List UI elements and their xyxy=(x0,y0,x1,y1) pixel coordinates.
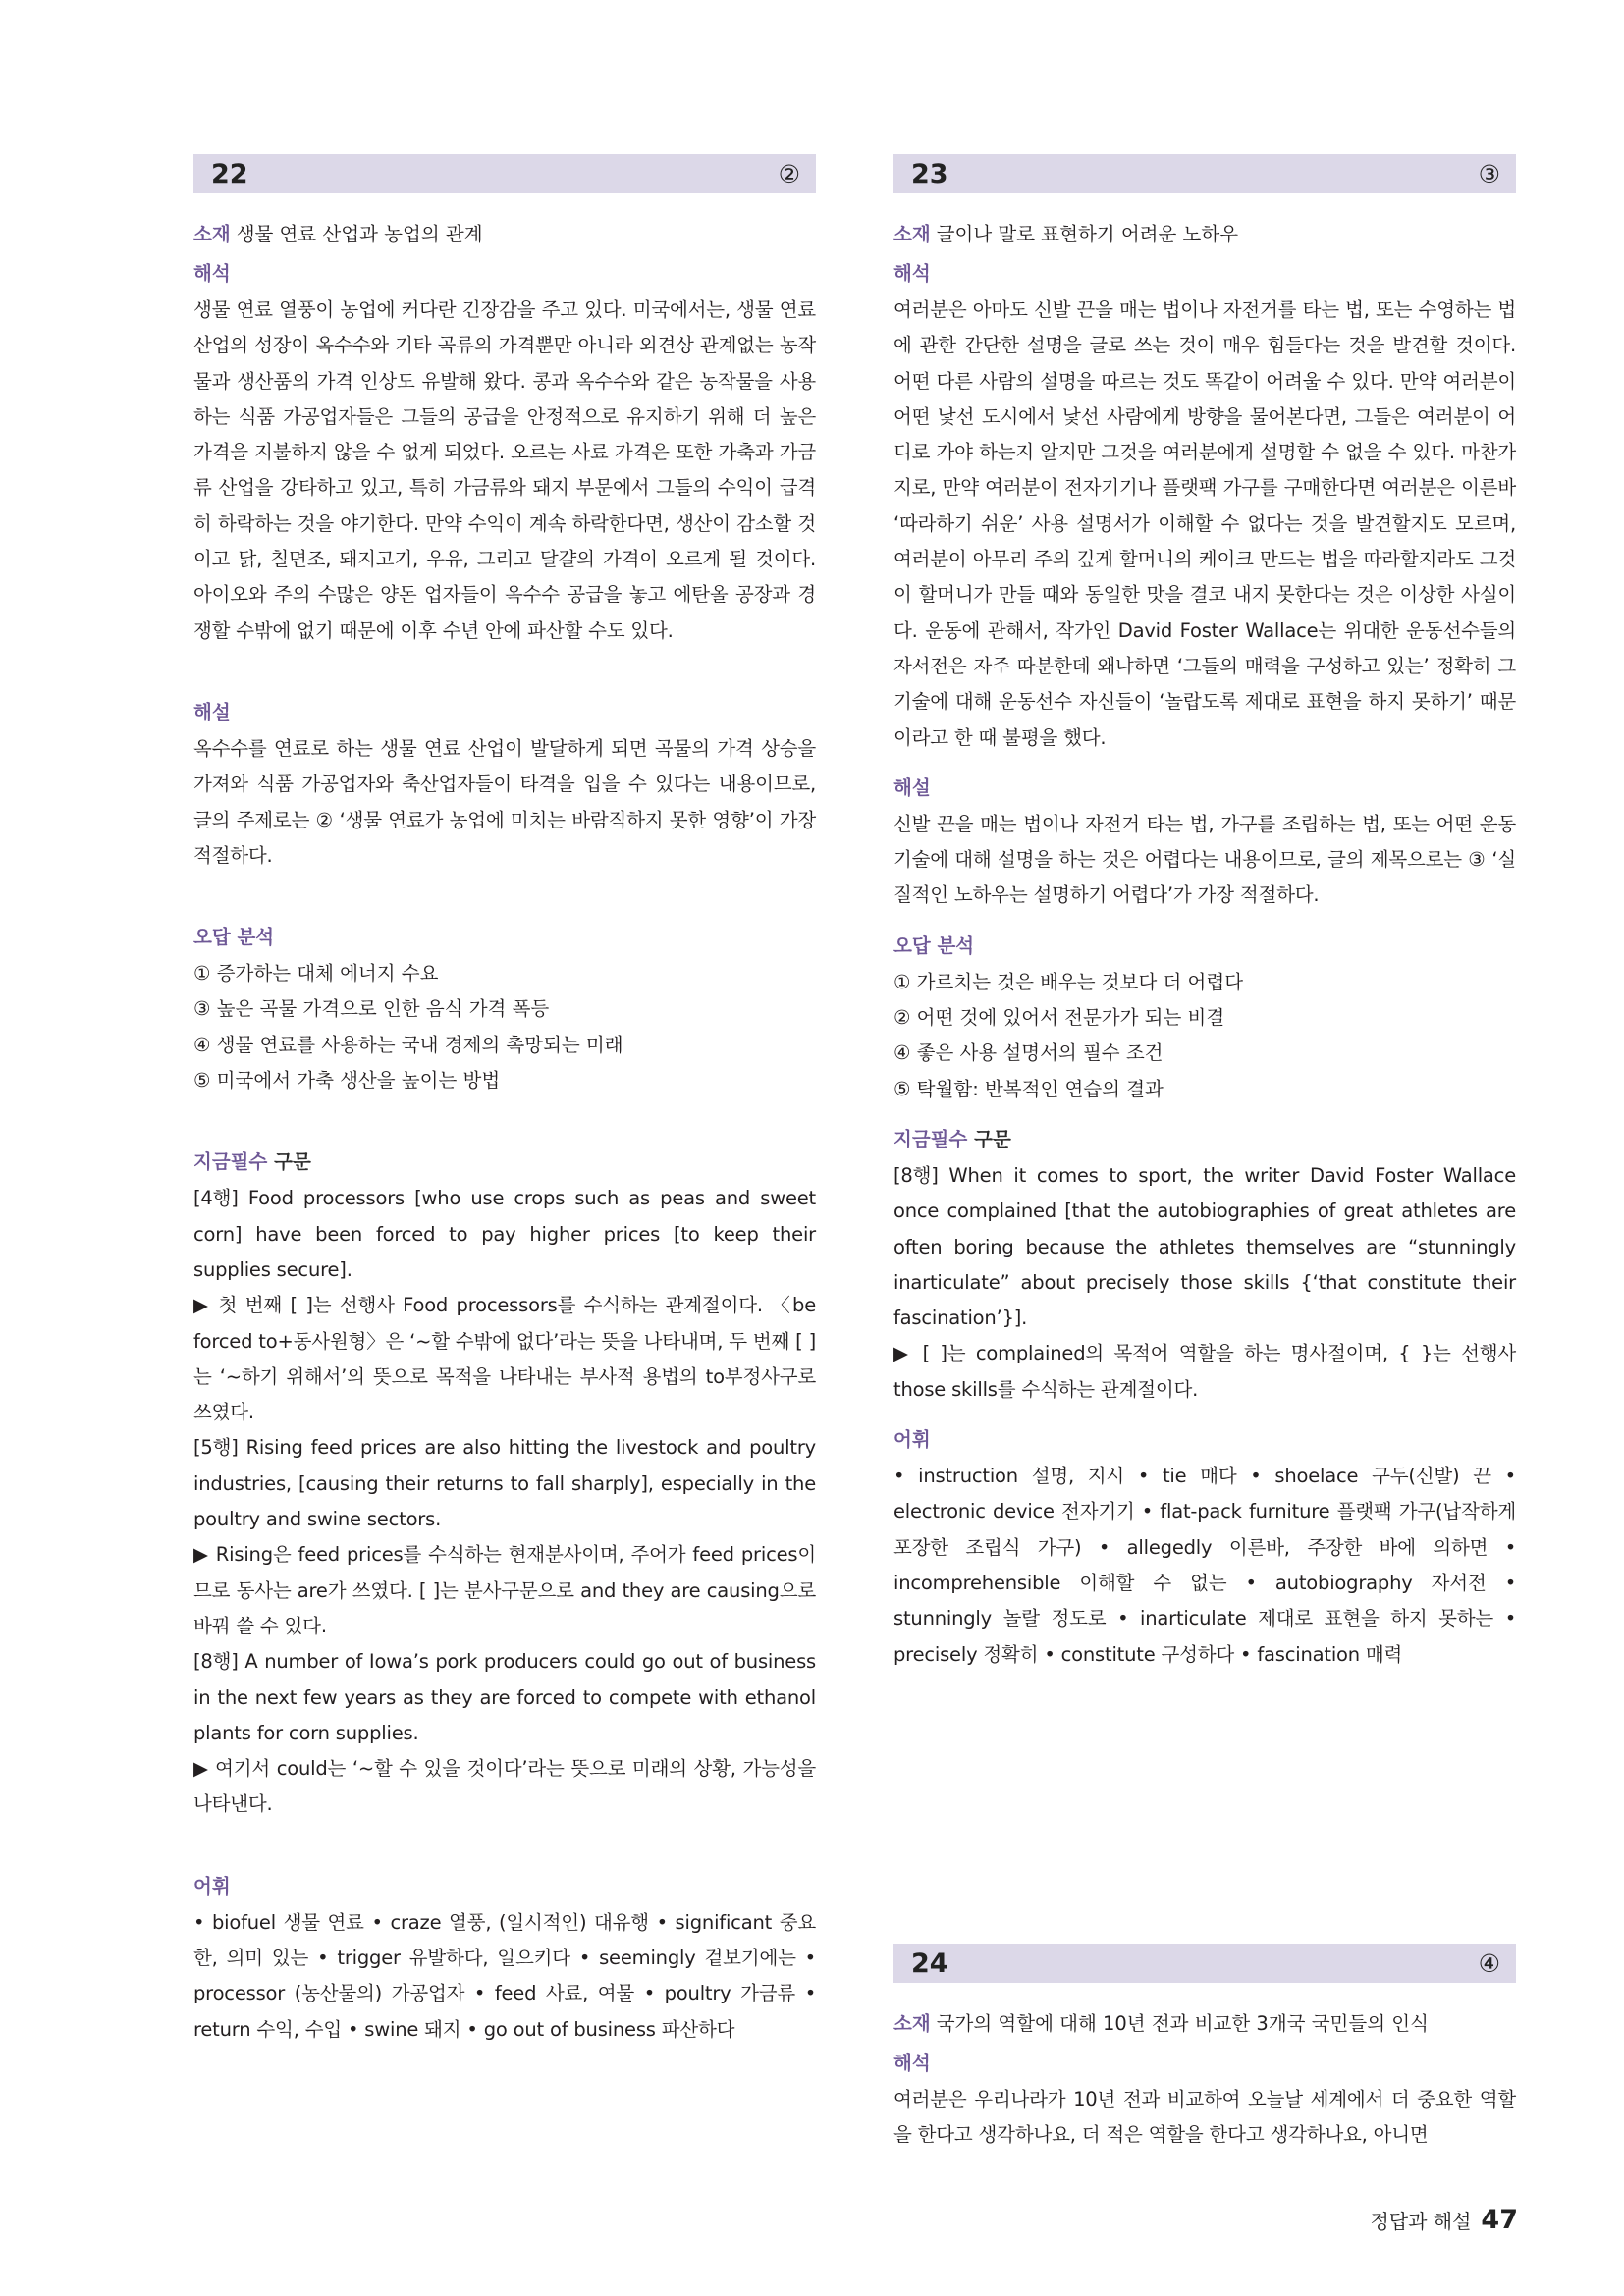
question-23-header xyxy=(893,154,1516,193)
syntax-label-b: 구문 xyxy=(974,1127,1011,1150)
explanation-heading: 해설 xyxy=(893,775,931,799)
question-22 xyxy=(193,154,816,2048)
option-item: ④ 좋은 사용 설명서의 필수 조건 xyxy=(893,1041,1164,1065)
option-item: ⑤ 미국에서 가축 생산을 높이는 방법 xyxy=(193,1069,501,1093)
question-24 xyxy=(893,1944,1516,2154)
syntax-sentence: [4행] Food processors [who use crops such as peas and sweet corn] have been forced to pay higher prices [to keep their supplies secure]. xyxy=(193,1187,816,1281)
topic-tag: 소재 xyxy=(893,2012,931,2035)
translation-heading: 해석 xyxy=(893,262,931,285)
syntax-note: ▶ 첫 번째 [ ]는 선행사 Food processors를 수식하는 관계절이다. 〈be forced to+동사원형〉은 ‘~할 수밖에 없다’라는 뜻을 나타내며, 두 번째 [ ]는 ‘~하기 위해서’의 뜻으로 목적을 나타내는 부사적 용법의 to부정사구로 쓰였다. xyxy=(193,1294,816,1424)
vocabulary-list: • biofuel 생물 연료 • craze 열풍, (일시적인) 대유행 • significant 중요한, 의미 있는 • trigger 유발하다, 일으키다 • seemingly 겉보기에는 • processor (농산물의) 가공업자 • feed 사료, 여물 • poultry 가금류 • return 수익, 수입 • swine 돼지 • go out of business 파산하다 xyxy=(193,1910,816,2041)
option-item: ⑤ 탁월함: 반복적인 연습의 결과 xyxy=(893,1077,1164,1100)
page-number: 47 xyxy=(1481,2205,1518,2235)
syntax-heading xyxy=(893,1127,1516,1152)
wrong-analysis-heading: 오답 분석 xyxy=(893,934,975,957)
explanation-heading: 해설 xyxy=(193,700,231,723)
option-item: ② 어떤 것에 있어서 전문가가 되는 비결 xyxy=(893,1006,1225,1030)
topic-tag: 소재 xyxy=(893,223,931,245)
question-number: 23 xyxy=(911,159,948,189)
syntax-sentence: [5행] Rising feed prices are also hitting the livestock and poultry industries, [causing their returns to fall sharply], especially in the poultry and swine sectors. xyxy=(193,1436,816,1531)
explanation-text: 옥수수를 연료로 하는 생물 연료 산업이 발달하게 되면 곡물의 가격 상승을 가져와 식품 가공업자와 축산업자들이 타격을 입을 수 있다는 내용이므로, 글의 주제로는 ② ‘생물 연료가 농업에 미치는 바람직하지 못한 영향’이 가장 적절하다. xyxy=(193,736,816,867)
wrong-analysis-heading: 오답 분석 xyxy=(193,926,275,949)
topic-line xyxy=(893,2010,1516,2037)
syntax-sentence: [8행] When it comes to sport, the writer David Foster Wallace once complained [that the autobiographies of great athletes are often boring because the athletes themselves are “stunningly inarticulate” about precisely those skills {‘that constitute their fascination’}]. xyxy=(893,1163,1516,1330)
syntax-heading xyxy=(193,1149,816,1175)
topic-text: 생물 연료 산업과 농업의 관계 xyxy=(236,223,483,245)
syntax-note: ▶ [ ]는 complained의 목적어 역할을 하는 명사절이며, { }는 선행사 those skills를 수식하는 관계절이다. xyxy=(893,1342,1516,1401)
option-item: ① 증가하는 대체 에너지 수요 xyxy=(193,962,439,986)
option-item: ③ 높은 곡물 가격으로 인한 음식 가격 폭등 xyxy=(193,997,550,1021)
topic-text: 국가의 역할에 대해 10년 전과 비교한 3개국 국민들의 인식 xyxy=(936,2012,1429,2035)
syntax-note: ▶ Rising은 feed prices를 수식하는 현재분사이며, 주어가 feed prices이므로 동사는 are가 쓰였다. [ ]는 분사구문으로 and they are causing으로 바꿔 쓸 수 있다. xyxy=(193,1543,816,1637)
explanation-text: 신발 끈을 매는 법이나 자전거 타는 법, 가구를 조립하는 법, 또는 어떤 운동 기술에 대해 설명을 하는 것은 어렵다는 내용이므로, 글의 제목으로는 ③ ‘실질적인 노하우는 설명하기 어렵다’가 가장 적절하다. xyxy=(893,812,1516,907)
topic-line xyxy=(193,221,816,247)
option-item: ① 가르치는 것은 배우는 것보다 더 어렵다 xyxy=(893,970,1244,993)
option-item: ④ 생물 연료를 사용하는 국내 경제의 촉망되는 미래 xyxy=(193,1033,623,1056)
topic-line xyxy=(893,221,1516,247)
translation-heading: 해석 xyxy=(893,2052,931,2074)
answer-mark: ③ xyxy=(1478,160,1500,188)
wrong-options xyxy=(893,965,1516,1107)
answer-mark: ② xyxy=(778,160,800,188)
vocabulary-heading: 어휘 xyxy=(893,1428,931,1452)
syntax-note: ▶ 여기서 could는 ‘~할 수 있을 것이다’라는 뜻으로 미래의 상황, 가능성을 나타낸다. xyxy=(193,1757,816,1816)
page-footer xyxy=(1370,2205,1518,2235)
translation-text: 여러분은 우리나라가 10년 전과 비교하여 오늘날 세계에서 더 중요한 역할을 한다고 생각하나요, 더 적은 역할을 한다고 생각하나요, 아니면 xyxy=(893,2088,1516,2147)
syntax-label-b: 구문 xyxy=(274,1150,311,1174)
wrong-options xyxy=(193,956,816,1098)
topic-text: 글이나 말로 표현하기 어려운 노하우 xyxy=(936,223,1239,245)
question-number: 22 xyxy=(211,159,248,189)
question-22-header xyxy=(193,154,816,193)
question-number: 24 xyxy=(911,1949,948,1979)
syntax-label-a: 지금필수 xyxy=(193,1150,268,1174)
translation-text: 생물 연료 열풍이 농업에 커다란 긴장감을 주고 있다. 미국에서는, 생물 연료 산업의 성장이 옥수수와 기타 곡류의 가격뿐만 아니라 외견상 관계없는 농작물과 생산품의 가격 인상도 유발해 왔다. 콩과 옥수수와 같은 농작물을 사용하는 식품 가공업자들은 그들의 공급을 안정적으로 유지하기 위해 더 높은 가격을 지불하지 않을 수 없게 되었다. 오르는 사료 가격은 또한 가축과 가금류 산업을 강타하고 있고, 특히 가금류와 돼지 부문에서 그들의 수익이 급격히 하락하는 것을 야기한다. 만약 수익이 계속 하락한다면, 생산이 감소할 것이고 닭, 칠면조, 돼지고기, 우유, 그리고 달걀의 가격이 오르게 될 것이다. 아이오와 주의 수많은 양돈 업자들이 옥수수 공급을 놓고 에탄올 공장과 경쟁할 수밖에 없기 때문에 이후 수년 안에 파산할 수도 있다. xyxy=(193,298,816,642)
translation-text: 여러분은 아마도 신발 끈을 매는 법이나 자전거를 타는 법, 또는 수영하는 법에 관한 간단한 설명을 글로 쓰는 것이 매우 힘들다는 것을 발견할 것이다. 어떤 다른 사람의 설명을 따르는 것도 똑같이 어려울 수 있다. 만약 여러분이 어떤 낯선 도시에서 낯선 사람에게 방향을 물어본다면, 그들은 여러분이 어디로 가야 하는지 알지만 그것을 여러분에게 설명할 수 없을 수 있다. 마찬가지로, 만약 여러분이 전자기기나 플랫팩 가구를 구매한다면 여러분은 이른바 ‘따라하기 쉬운’ 사용 설명서가 이해할 수 없다는 것을 발견할지도 모르며, 여러분이 아무리 주의 깊게 할머니의 케이크 만드는 법을 따라할지라도 그것이 할머니가 만들 때와 동일한 맛을 결코 내지 못한다는 것은 이상한 사실이다. 운동에 관해서, 작가인 David Foster Wallace는 위대한 운동선수들의 자서전은 자주 따분한데 왜냐하면 ‘그들의 매력을 구성하고 있는’ 정확히 그 기술에 대해 운동선수 자신들이 ‘놀랍도록 제대로 표현을 하지 못하기’ 때문이라고 한 때 불평을 했다. xyxy=(893,298,1516,749)
syntax-label-a: 지금필수 xyxy=(893,1127,968,1150)
vocabulary-heading: 어휘 xyxy=(193,1874,231,1897)
answer-mark: ④ xyxy=(1478,1949,1500,1978)
vocabulary-list: • instruction 설명, 지시 • tie 매다 • shoelace 구두(신발) 끈 • electronic device 전자기기 • flat-pack furniture 플랫팩 가구(납작하게 포장한 조립식 가구) • allegedly 이른바, 주장한 바에 의하면 • incomprehensible 이해할 수 없는 • autobiography 자서전 • stunningly 놀랄 정도로 • inarticulate 제대로 표현을 하지 못하는 • precisely 정확히 • constitute 구성하다 • fascination 매력 xyxy=(893,1465,1516,1666)
syntax-sentence: [8행] A number of Iowa’s pork producers could go out of business in the next few years as they are forced to compete with ethanol plants for corn supplies. xyxy=(193,1650,816,1744)
question-24-header xyxy=(893,1944,1516,1983)
footer-label: 정답과 해설 xyxy=(1370,2210,1472,2233)
topic-tag: 소재 xyxy=(193,223,231,245)
question-23 xyxy=(893,154,1516,1673)
translation-heading: 해석 xyxy=(193,262,231,285)
